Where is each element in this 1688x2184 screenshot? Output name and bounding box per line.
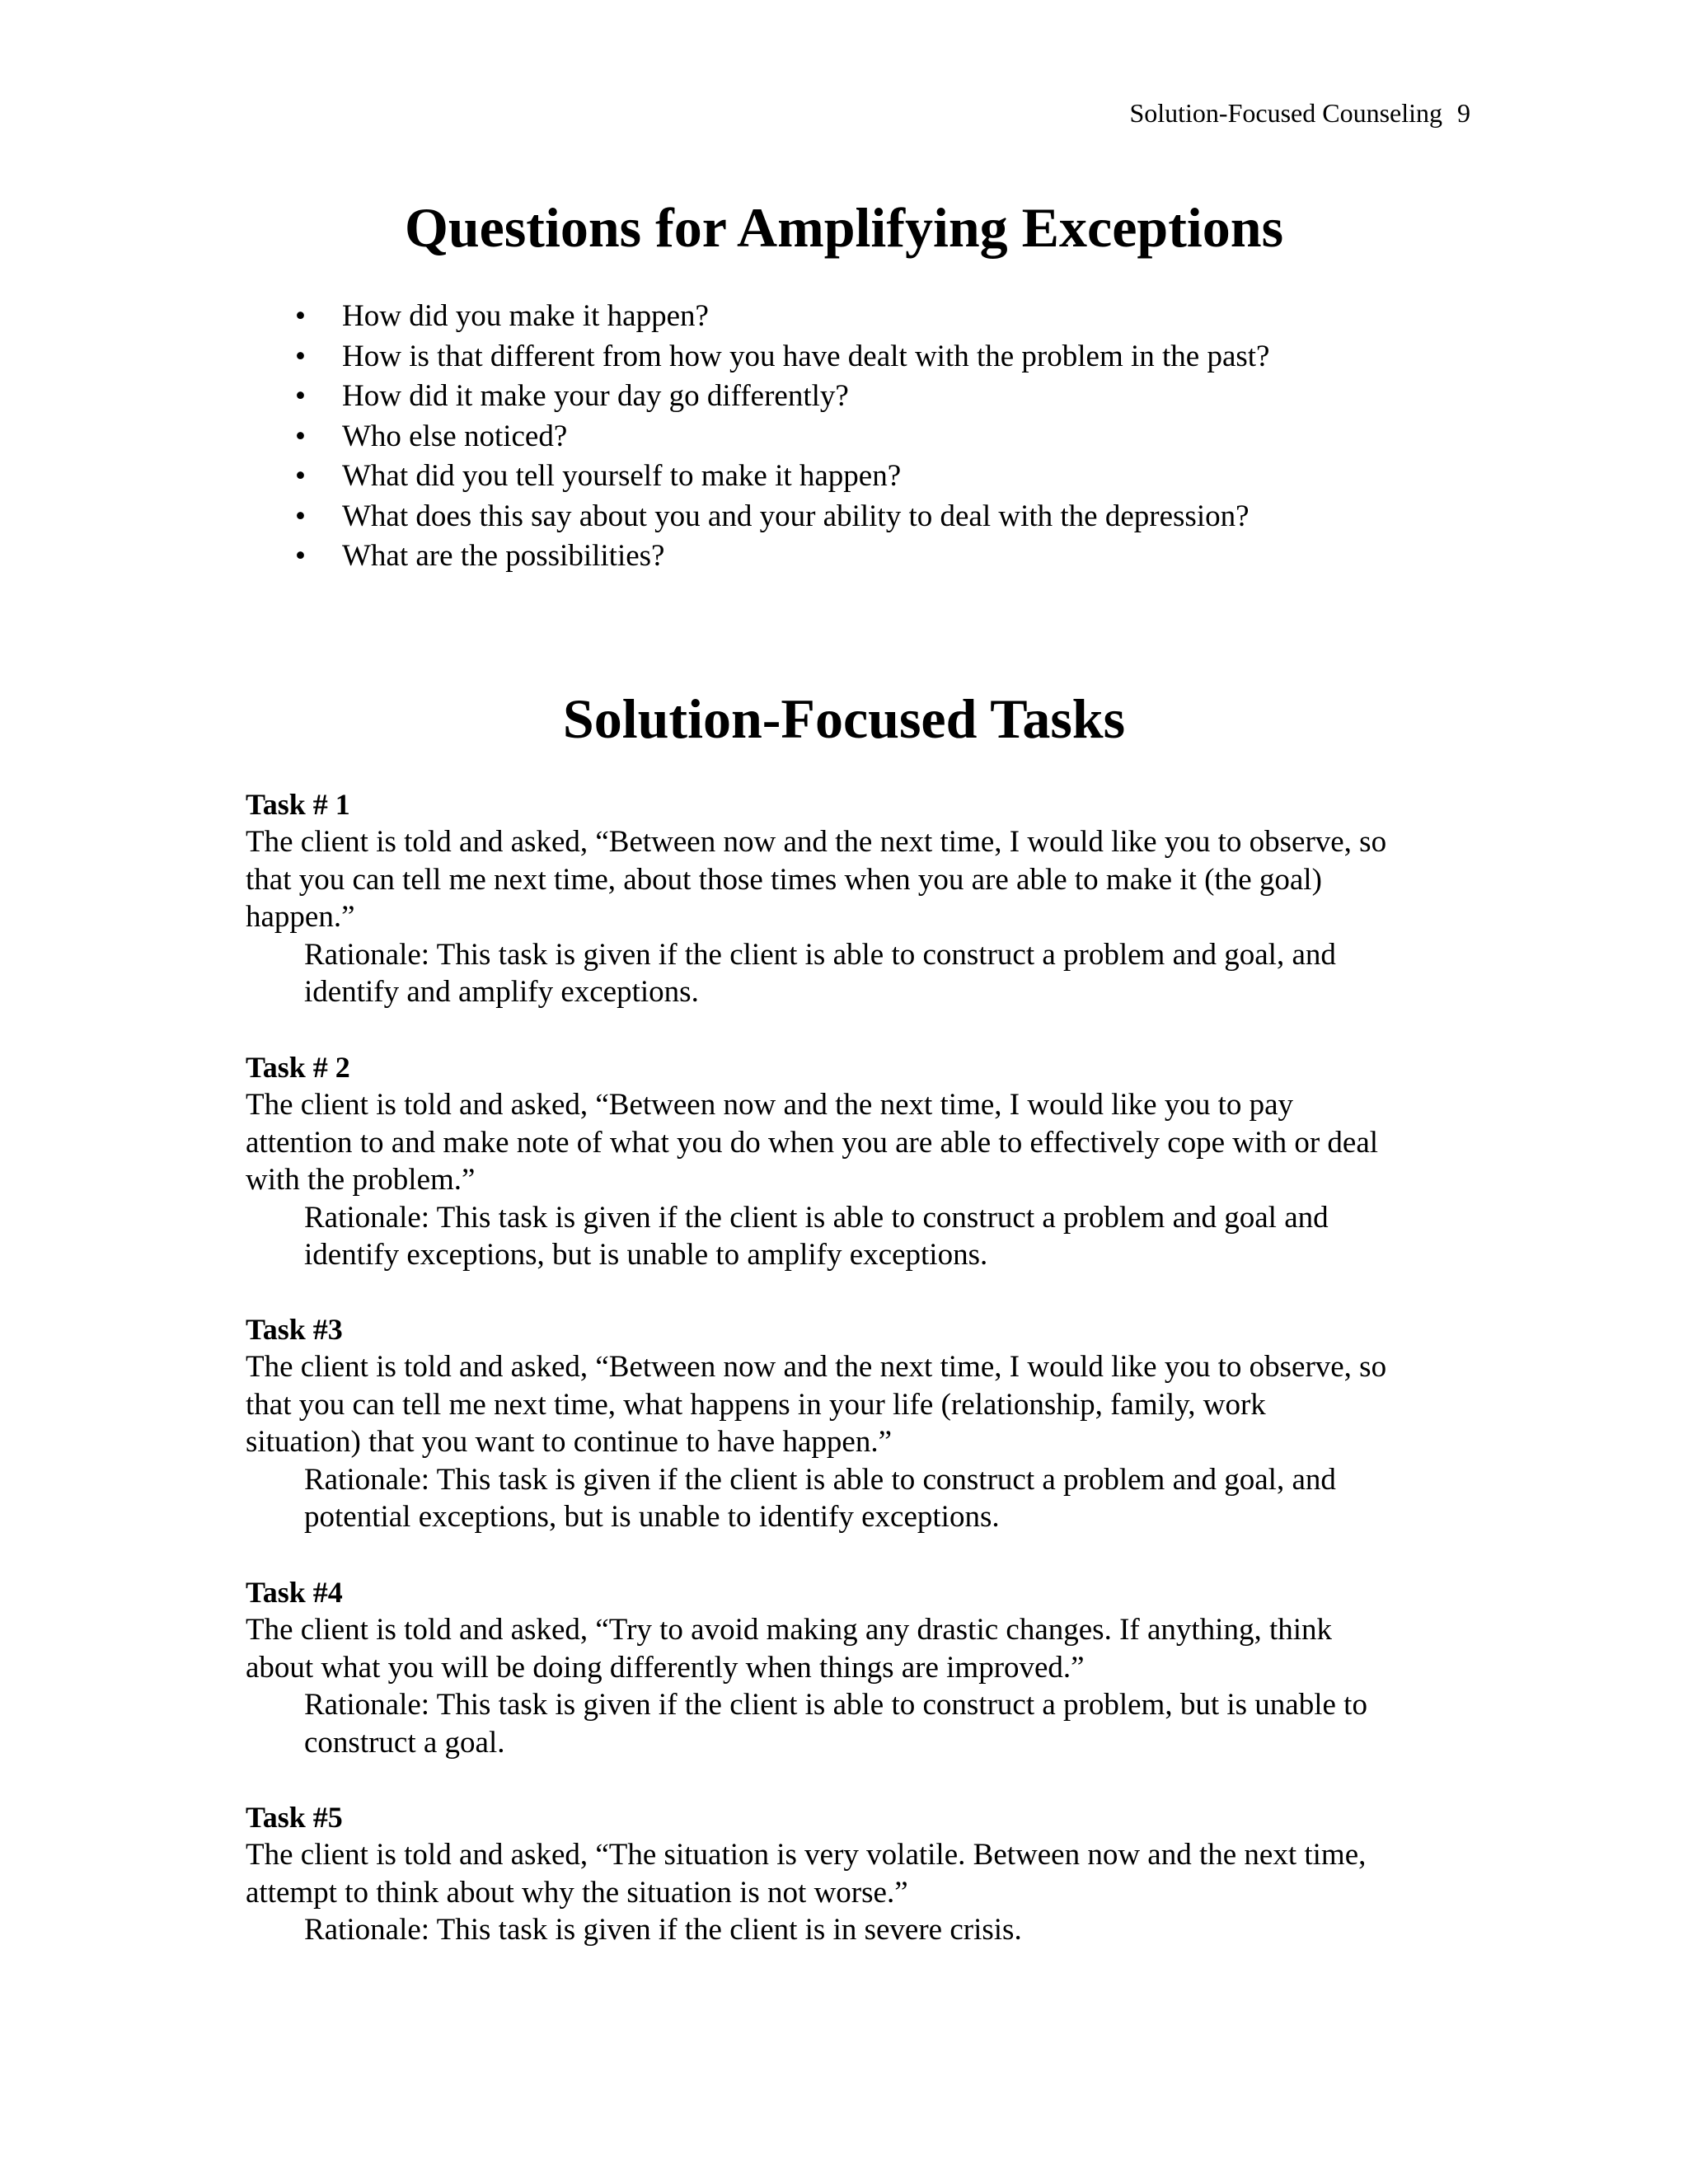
question-item [288,497,1269,537]
question-text: What are the possibilities? [342,539,665,573]
question-item [288,337,1269,377]
question-text: How is that different from how you have dealt with the problem in the past? [342,339,1270,373]
task-rationale-line: Rationale: This task is given if the client is able to construct a problem and goal, and [304,937,1336,972]
bullet-icon: • [295,379,306,413]
task-title: Task #5 [246,1801,343,1834]
bullet-icon: • [295,339,306,373]
task-description [246,1611,1482,1686]
task-description-line: about what you will be doing differently when things are improved.” [246,1650,1085,1685]
task-description-line: attempt to think about why the situation is not worse.” [246,1875,908,1910]
question-item [288,417,1269,457]
running-header [1129,96,1470,129]
task-rationale-line: Rationale: This task is given if the client is in severe crisis. [304,1913,1022,1947]
bullet-icon: • [295,499,306,533]
task-title: Task #4 [246,1576,343,1609]
task-description-line: The client is told and asked, “Try to avoid making any drastic changes. If anything, think [246,1613,1333,1647]
task-description-line: with the problem.” [246,1163,476,1197]
section-title-solution-focused-tasks: Solution-Focused Tasks [562,687,1126,750]
question-text: How did you make it happen? [342,299,709,333]
task-block-1 [246,785,1482,1011]
task-description-line: situation) that you want to continue to have happen.” [246,1425,892,1459]
task-rationale [304,1911,1482,1949]
task-rationale-line: construct a goal. [304,1725,505,1760]
task-rationale [304,936,1482,1011]
question-item [288,377,1269,417]
bullet-icon: • [295,539,306,573]
task-title: Task # 1 [246,788,350,821]
question-text: What does this say about you and your ability to deal with the depression? [342,499,1250,533]
task-rationale [304,1199,1482,1274]
task-description-line: happen.” [246,900,355,934]
bullet-icon: • [295,299,306,333]
task-description [246,1086,1482,1199]
task-block-5 [246,1798,1482,1949]
question-item [288,457,1269,497]
question-item [288,297,1269,337]
task-rationale-line: Rationale: This task is given if the client is able to construct a problem and goal, and [304,1462,1336,1497]
task-block-3 [246,1310,1482,1536]
task-block-4 [246,1573,1482,1761]
task-rationale-line: potential exceptions, but is unable to identify exceptions. [304,1500,1000,1534]
task-rationale-line: identify exceptions, but is unable to amplify exceptions. [304,1238,988,1272]
task-description-line: The client is told and asked, “Between now and the next time, I would like you to observe, so [246,1350,1387,1384]
question-text: How did it make your day go differently? [342,379,849,413]
task-title: Task # 2 [246,1051,350,1084]
task-rationale-line: identify and amplify exceptions. [304,975,699,1009]
task-description-line: that you can tell me next time, what happens in your life (relationship, family, work [246,1387,1266,1422]
task-rationale [304,1461,1482,1536]
task-block-2 [246,1048,1482,1274]
task-description [246,1348,1482,1461]
bullet-icon: • [295,419,306,453]
running-title: Solution-Focused Counseling [1129,98,1442,128]
task-description [246,823,1482,936]
section-title-amplifying-exceptions: Questions for Amplifying Exceptions [404,196,1284,259]
task-description [246,1836,1482,1911]
task-description-line: The client is told and asked, “Between now and the next time, I would like you to observe, so [246,825,1387,859]
task-rationale [304,1686,1482,1761]
task-rationale-line: Rationale: This task is given if the client is able to construct a problem and goal and [304,1200,1329,1235]
page-number: 9 [1457,98,1470,128]
bullet-icon: • [295,459,306,493]
question-item [288,537,1269,577]
task-description-line: attention to and make note of what you do when you are able to effectively cope with or deal [246,1125,1379,1160]
task-description-line: that you can tell me next time, about those times when you are able to make it (the goal) [246,862,1322,897]
task-description-line: The client is told and asked, “Between now and the next time, I would like you to pay [246,1088,1294,1122]
question-list [288,297,1269,577]
task-title: Task #3 [246,1313,343,1346]
question-text: Who else noticed? [342,419,568,453]
task-rationale-line: Rationale: This task is given if the client is able to construct a problem, but is unable to [304,1688,1367,1722]
task-description-line: The client is told and asked, “The situation is very volatile. Between now and the next time, [246,1838,1367,1872]
question-text: What did you tell yourself to make it happen? [342,459,902,493]
